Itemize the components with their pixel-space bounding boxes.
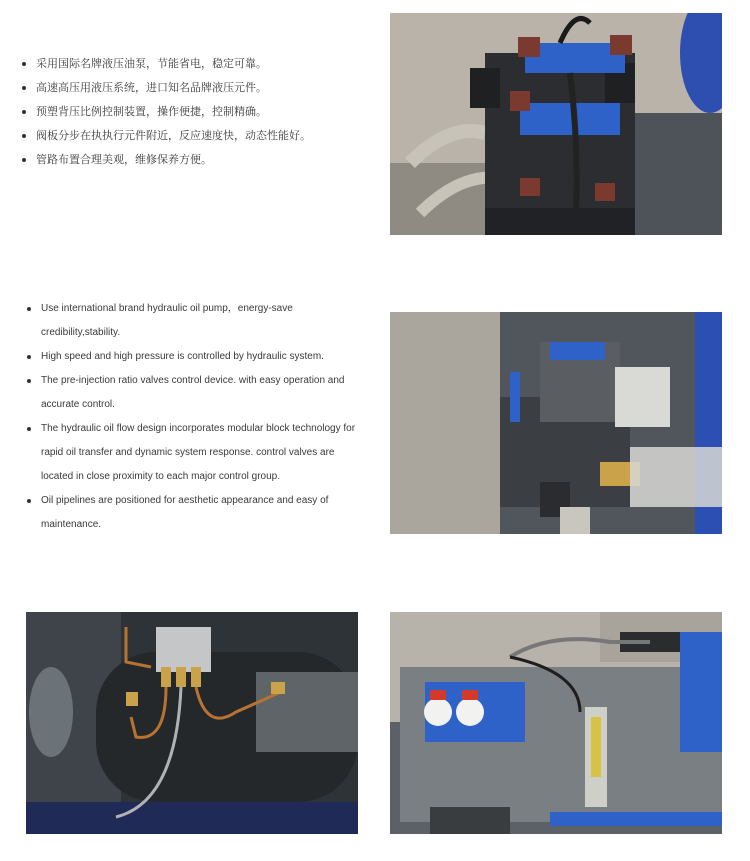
en-feature-4: The hydraulic oil flow design incorporates modular block technology for rapid oil transfer and dynamic system response. control valves are located in close proximity to each major control group. (27, 417, 357, 489)
chinese-feature-list (22, 52, 311, 172)
zh-feature-1: 采用国际名牌液压油泵，节能省电，稳定可靠。 (22, 52, 311, 76)
oil-tank-gauge-photo (390, 612, 722, 834)
en-feature-5: Oil pipelines are positioned for aesthetic appearance and easy of maintenance. (27, 489, 357, 537)
zh-feature-2: 高速高压用液压系统，进口知名品牌液压元件。 (22, 76, 311, 100)
zh-feature-5: 管路布置合理美观，维修保养方便。 (22, 148, 311, 172)
zh-feature-3: 预塑背压比例控制装置，操作便捷，控制精确。 (22, 100, 311, 124)
pressure-control-valve-photo (390, 312, 722, 534)
en-feature-2: High speed and high pressure is controlled by hydraulic system. (27, 345, 357, 369)
en-feature-1: Use international brand hydraulic oil pump，energy-save credibility,stability. (27, 297, 357, 345)
en-feature-3: The pre-injection ratio valves control device. with easy operation and accurate control. (27, 369, 357, 417)
zh-feature-4: 阀板分步在执执行元件附近，反应速度快，动态性能好。 (22, 124, 311, 148)
english-feature-list (27, 297, 357, 537)
hydraulic-valve-stack-photo (390, 13, 722, 235)
oil-distributor-piping-photo (26, 612, 358, 834)
